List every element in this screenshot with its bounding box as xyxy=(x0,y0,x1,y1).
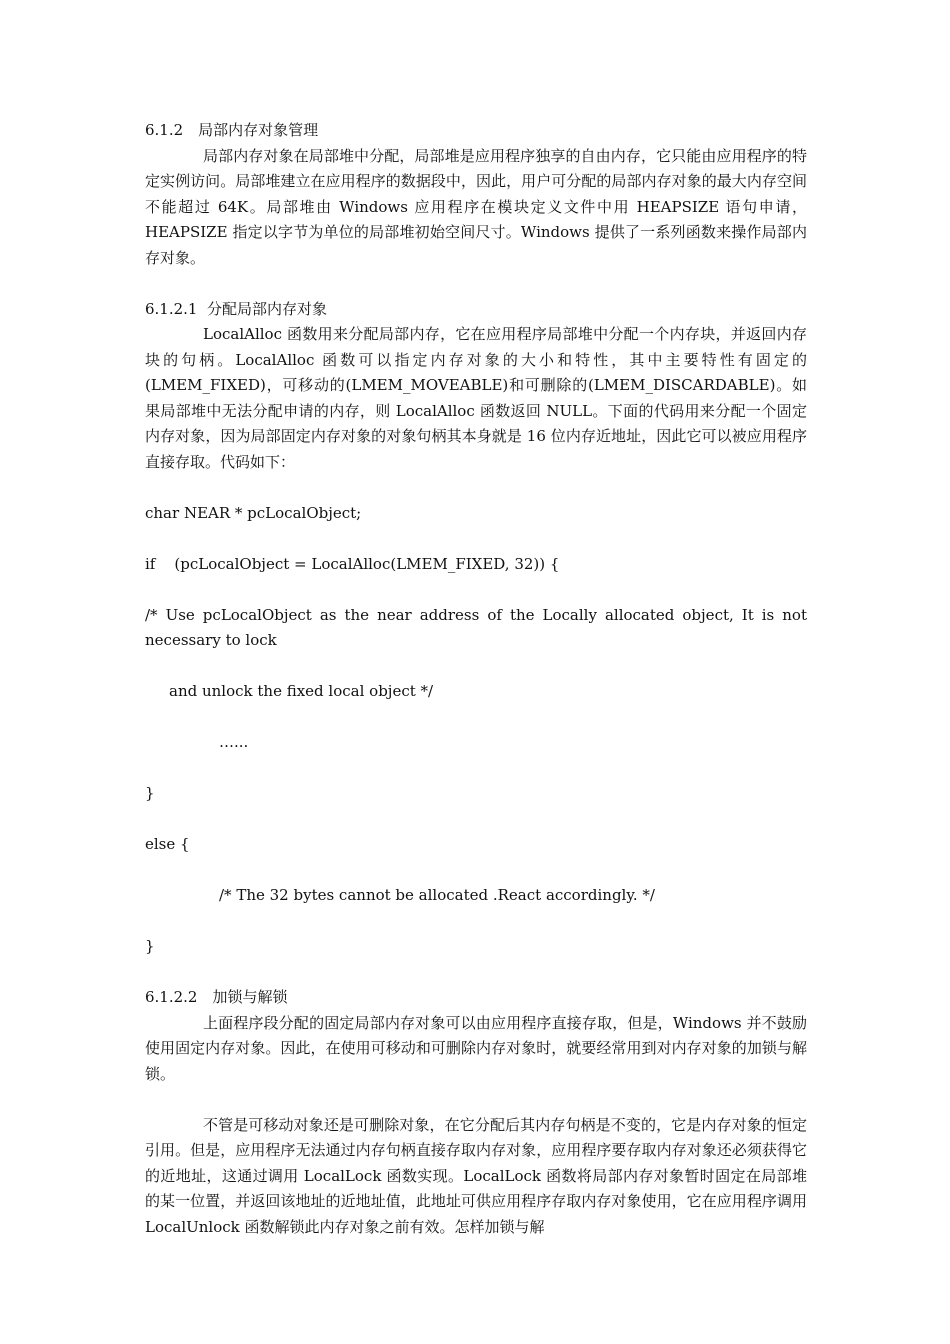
paragraph-locallock: 不管是可移动对象还是可删除对象，在它分配后其内存句柄是不变的，它是内存对象的恒定引用。但是，应用程序无法通过内存句柄直接存取内存对象，应用程序要存取内存对象还必须获得它的近地址，这通过调用 LocalLock 函数实现。LocalLock 函数将局部内存对象暂时固定在局部堆的某一位置，并返回该地址的近地址值，此地址可供应用程序存取内存对象使用，它在应用程序调用 LocalUnlock 函数解锁此内存对象之前有效。怎样加锁与解 xyxy=(145,1115,807,1236)
code-line-comment-unlock: and unlock the fixed local object */ xyxy=(169,682,434,700)
document-page xyxy=(145,118,812,1240)
code-line-comment-failure: /* The 32 bytes cannot be allocated .React accordingly. */ xyxy=(219,886,655,904)
spacer xyxy=(145,271,807,297)
spacer xyxy=(145,960,807,986)
spacer xyxy=(145,526,807,552)
spacer xyxy=(145,475,807,501)
code-line-comment-use: /* Use pcLocalObject as the near address of the Locally allocated object, It is not necessary to lock xyxy=(145,605,812,649)
spacer xyxy=(145,807,807,833)
spacer xyxy=(145,858,807,884)
paragraph-local-memory-management: 局部内存对象在局部堆中分配，局部堆是应用程序独享的自由内存，它只能由应用程序的特定实例访问。局部堆建立在应用程序的数据段中，因此，用户可分配的局部内存对象的最大内存空间不能超过 64K。局部堆由 Windows 应用程序在模块定义文件中用 HEAPSIZE 语句申请，HEAPSIZE 指定以字节为单位的局部堆初始空间尺寸。Windows 提供了一系列函数来操作局部内存对象。 xyxy=(145,146,807,267)
code-line-else: else { xyxy=(145,835,190,853)
spacer xyxy=(145,705,807,731)
code-line-close-brace: } xyxy=(145,784,155,802)
code-line-if: if (pcLocalObject = LocalAlloc(LMEM_FIXED, 32)) { xyxy=(145,554,560,573)
code-line-close-brace-2: } xyxy=(145,937,155,955)
spacer xyxy=(145,654,807,680)
section-heading-6-1-2-1: 6.1.2.1 分配局部内存对象 xyxy=(145,299,328,318)
spacer xyxy=(145,909,807,935)
section-heading-6-1-2-2: 6.1.2.2 加锁与解锁 xyxy=(145,988,288,1006)
paragraph-lock-unlock-intro: 上面程序段分配的固定局部内存对象可以由应用程序直接存取，但是，Windows 并不鼓励使用固定内存对象。因此，在使用可移动和可删除内存对象时，就要经常用到对内存对象的加锁与解锁。 xyxy=(145,1013,807,1083)
code-line-declaration: char NEAR * pcLocalObject; xyxy=(145,503,362,522)
section-heading-6-1-2: 6.1.2 局部内存对象管理 xyxy=(145,121,319,139)
paragraph-localalloc: LocalAlloc 函数用来分配局部内存，它在应用程序局部堆中分配一个内存块，并返回内存块的句柄。LocalAlloc 函数可以指定内存对象的大小和特性，其中主要特性有固定的(LMEM_FIXED)，可移动的(LMEM_MOVEABLE)和可删除的(LMEM_DISCARDABLE)。如果局部堆中无法分配申请的内存，则 LocalAlloc 函数返回 NULL。下面的代码用来分配一个固定内存对象，因为局部固定内存对象的对象句柄其本身就是 16 位内存近地址，因此它可以被应用程序直接存取。代码如下： xyxy=(145,325,807,471)
spacer xyxy=(145,577,807,603)
code-line-ellipsis: …... xyxy=(219,733,249,751)
spacer xyxy=(145,1087,807,1113)
spacer xyxy=(145,756,807,782)
